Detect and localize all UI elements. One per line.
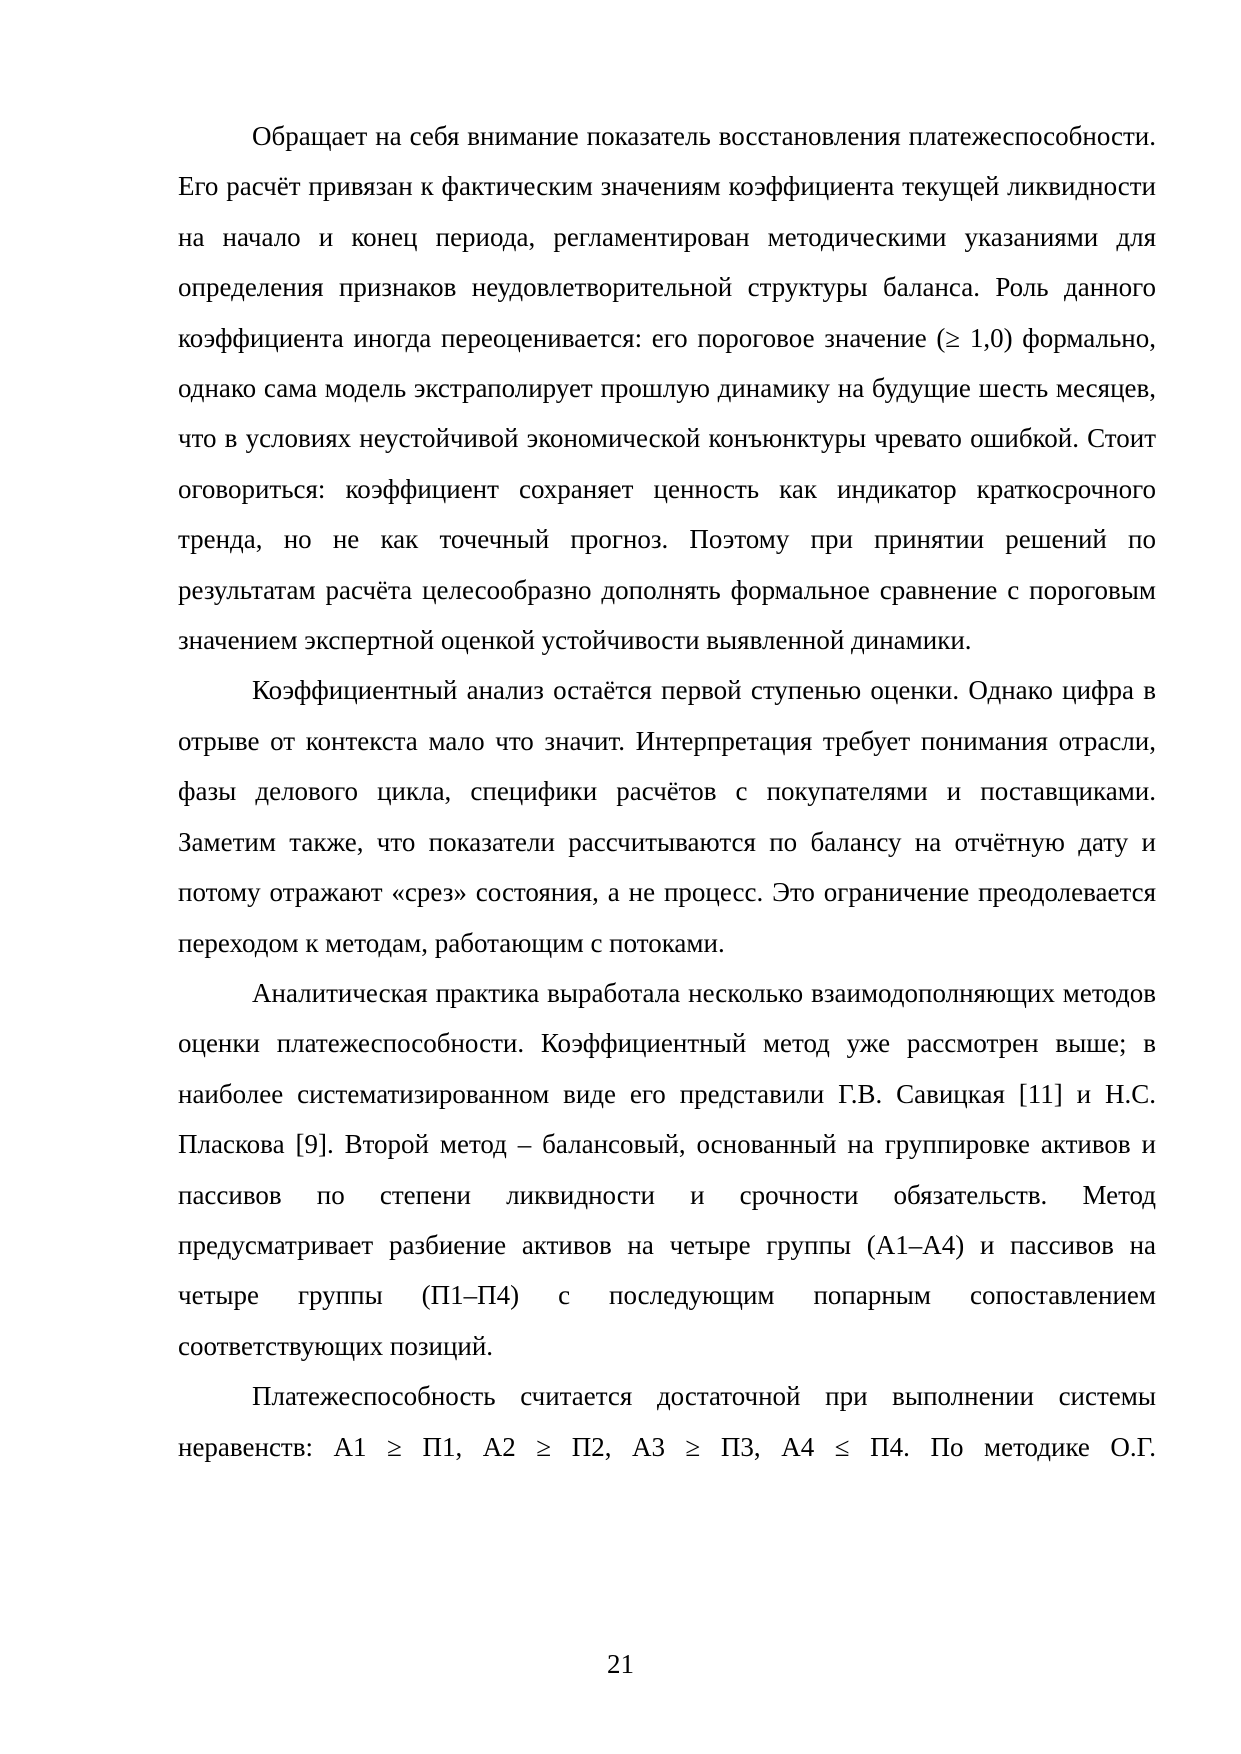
page-number: 21 (607, 1649, 634, 1679)
body-text (178, 111, 1156, 1472)
paragraph-recovery-ratio: Обращает на себя внимание показатель восстановления платежеспособности. Его расчёт привязан к фактическим значениям коэффициента текущей ликвидности на начало и конец периода, регламентирован методическими указаниями для определения признаков неудовлетворительной структуры баланса. Роль данного коэффициента иногда переоценивается: его пороговое значение (≥ 1,0) формально, однако сама модель экстраполирует прошлую динамику на будущие шесть месяцев, что в условиях неустойчивой экономической конъюнктуры чревато ошибкой. Стоит оговориться: коэффициент сохраняет ценность как индикатор краткосрочного тренда, но не как точечный прогноз. Поэтому при принятии решений по результатам расчёта целесообразно дополнять формальное сравнение с пороговым значением экспертной оценкой устойчивости выявленной динамики. (178, 121, 1156, 656)
paragraph-ratio-analysis: Коэффициентный анализ остаётся первой ступенью оценки. Однако цифра в отрыве от контекста мало что значит. Интерпретация требует понимания отрасли, фазы делового цикла, специфики расчётов с покупателями и поставщиками. Заметим также, что показатели рассчитываются по балансу на отчётную дату и потому отражают «срез» состояния, а не процесс. Это ограничение преодолевается переходом к методам, работающим с потоками. (178, 675, 1156, 958)
paragraph-solvency-inequalities: Платежеспособность считается достаточной при выполнении системы неравенств: А1 ≥ П1, А2 ≥ П2, А3 ≥ П3, А4 ≤ П4. По методике О.Г. (178, 1381, 1156, 1462)
paragraph-assessment-methods: Аналитическая практика выработала несколько взаимодополняющих методов оценки платежеспособности. Коэффициентный метод уже рассмотрен выше; в наиболее систематизированном виде его представили Г.В. Савицкая [11] и Н.С. Пласкова [9]. Второй метод – балансовый, основанный на группировке активов и пассивов по степени ликвидности и срочности обязательств. Метод предусматривает разбиение активов на четыре группы (А1–А4) и пассивов на четыре группы (П1–П4) с последующим попарным сопоставлением соответствующих позиций. (178, 977, 1156, 1361)
